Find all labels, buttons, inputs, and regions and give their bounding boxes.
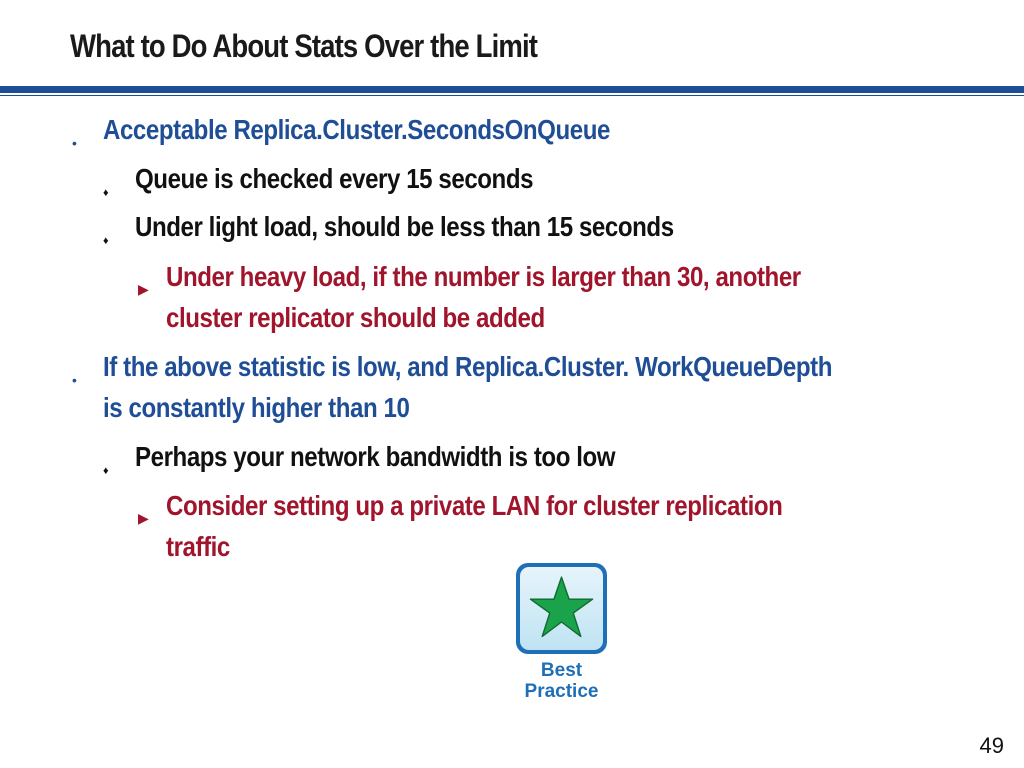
bullet-text: Queue is checked every 15 seconds [135,163,534,194]
bullet-marker-diamond: ♦ [103,235,109,247]
bullet-text: is constantly higher than 10 [103,392,410,423]
bullet-item [103,437,693,477]
badge-label-line2: Practice [524,681,599,702]
bullet-text: If the above statistic is low, and Replica.Cluster. WorkQueueDepth [103,351,832,382]
best-practice-label [516,660,607,702]
bullet-marker-dot: • [72,135,77,151]
bullet-marker-dot: • [72,372,77,388]
title-rule [0,86,1024,93]
badge-label-line1: Best [540,660,583,681]
bullet-item [103,159,598,199]
bullet-text: Consider setting up a private LAN for cluster replication [166,490,783,521]
bullet-marker-diamond: ♦ [103,187,109,199]
bullet-text: Acceptable Replica.Cluster.SecondsOnQueue [103,114,610,145]
bullet-text: cluster replicator should be added [166,302,545,333]
best-practice-badge [516,563,607,654]
bullet-text: Under light load, should be less than 15 seconds [135,211,674,242]
bullet-item [72,110,692,151]
bullet-item [72,347,951,388]
bullet-marker-arrow: ▶ [138,510,149,526]
bullet-marker-diamond: ♦ [103,465,109,477]
page-number: 49 [979,733,1004,758]
bullet-continuation [166,527,240,567]
bullet-item [103,207,761,247]
bullet-item [138,486,883,526]
bullet-continuation [166,298,606,338]
bullet-continuation [103,388,459,428]
bullet-marker-arrow: ▶ [138,281,149,297]
bullet-text: Under heavy load, if the number is larger than 30, another [166,261,801,292]
title-rule-thin [0,95,1024,96]
bullet-text: Perhaps your network bandwidth is too low [135,441,616,472]
bullet-text: traffic [166,531,230,562]
star-icon [527,573,596,642]
bullet-item [138,257,904,297]
slide-title: What to Do About Stats Over the Limit [70,28,538,64]
